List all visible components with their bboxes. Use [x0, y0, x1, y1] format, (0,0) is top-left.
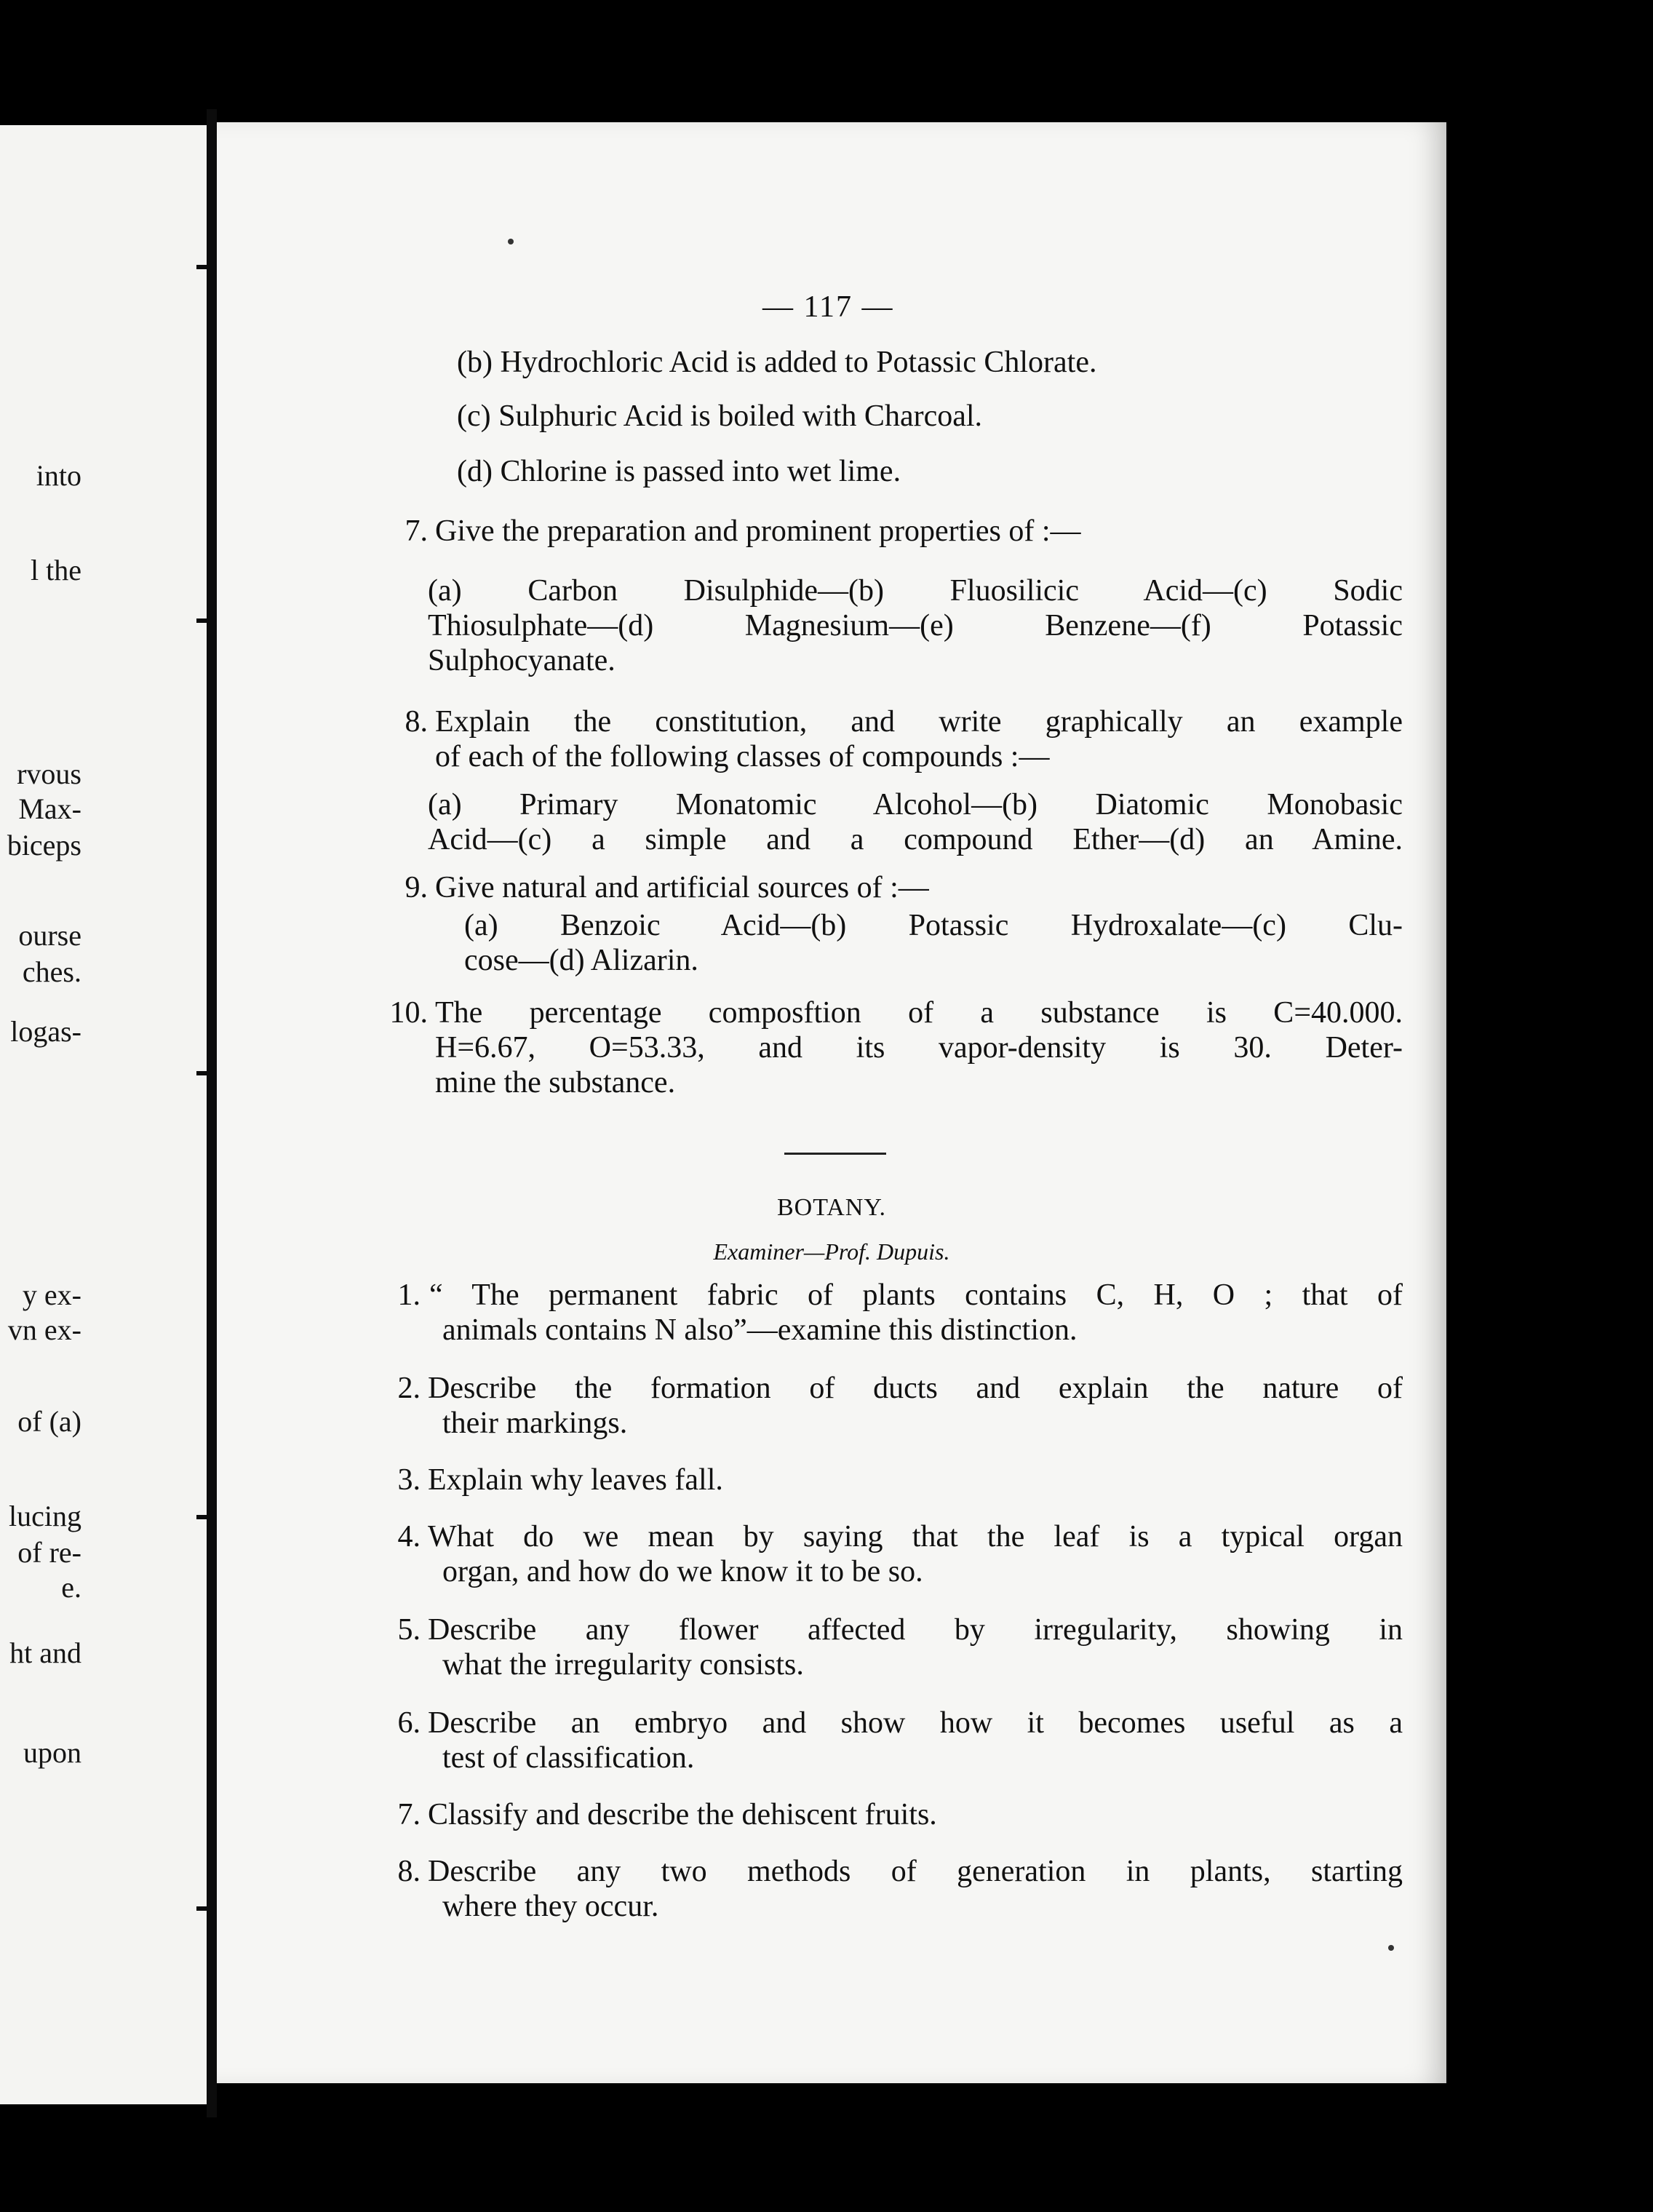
question-text: test of classification. — [442, 1741, 695, 1775]
question-text: What do we mean by saying that the leaf is a typical organ — [428, 1520, 1403, 1553]
question-text: organ, and how do we know it to be so. — [442, 1555, 923, 1588]
question-text: what the irregularity consists. — [442, 1648, 804, 1682]
question-number: 2. — [397, 1372, 421, 1405]
question-subpart: Acid—(c) a simple and a compound Ether—(d) an Amine. — [428, 823, 1403, 856]
left-fragment-line: into — [36, 459, 81, 492]
left-fragment-line: e. — [61, 1571, 81, 1604]
question-number: 1. — [397, 1278, 421, 1312]
question-subpart: (a) Benzoic Acid—(b) Potassic Hydroxalate—(c) Clu- — [464, 909, 1403, 942]
question-number: 4. — [397, 1520, 421, 1553]
question-number: 7. — [397, 1798, 421, 1831]
left-fragment-line: ht and — [9, 1636, 81, 1669]
left-fragment-line: y ex- — [22, 1278, 81, 1311]
page-number: — 117 — — [762, 290, 894, 324]
question-text: Give the preparation and prominent properties of :— — [435, 514, 1081, 548]
section-divider — [784, 1153, 886, 1155]
question-text: where they occur. — [442, 1890, 659, 1923]
question-number: 3. — [397, 1463, 421, 1497]
question-text: Explain the constitution, and write graphically an example — [435, 705, 1403, 739]
question-text: Classify and describe the dehiscent fruits. — [428, 1798, 937, 1831]
question-number: 6. — [397, 1706, 421, 1740]
question-text: Describe any flower affected by irregularity, showing in — [428, 1613, 1403, 1647]
question-text: The percentage composftion of a substance is C=40.000. — [435, 996, 1403, 1030]
question-number: 9. — [405, 871, 428, 904]
question-subpart: Thiosulphate—(d) Magnesium—(e) Benzene—(f) Potassic — [428, 609, 1403, 642]
question-subpart: (a) Carbon Disulphide—(b) Fluosilicic Acid—(c) Sodic — [428, 574, 1403, 608]
left-fragment-line: of re- — [17, 1536, 81, 1569]
left-fragment-line: upon — [23, 1736, 81, 1769]
question-text: animals contains N also”—examine this distinction. — [442, 1313, 1078, 1347]
left-fragment-line: l the — [31, 554, 81, 586]
question-number: 8. — [397, 1855, 421, 1888]
left-fragment-line: ourse — [18, 919, 81, 952]
examiner-text: Examiner—Prof. Dupuis. — [713, 1238, 950, 1265]
question-text: Explain why leaves fall. — [428, 1463, 723, 1497]
examiner-line — [217, 1234, 1446, 1269]
question-number: 10. — [389, 996, 428, 1030]
question-subpart: (d) Chlorine is passed into wet lime. — [457, 455, 901, 488]
question-text: mine the substance. — [435, 1066, 676, 1099]
question-text: their markings. — [442, 1407, 628, 1440]
section-title: BOTANY. — [776, 1194, 887, 1221]
book-spine — [207, 109, 217, 2117]
left-fragment-line: ches. — [22, 955, 81, 988]
question-number: 7. — [405, 514, 428, 548]
question-number: 8. — [405, 705, 428, 739]
left-fragment-line: lucing — [9, 1500, 81, 1532]
question-text: Describe any two methods of generation in plants, starting — [428, 1855, 1403, 1888]
question-subpart: cose—(d) Alizarin. — [464, 944, 698, 977]
question-text: H=6.67, O=53.33, and its vapor-density is 30. Deter- — [435, 1031, 1403, 1065]
left-fragment-line: logas- — [10, 1015, 81, 1048]
left-page-fragment — [0, 125, 212, 2104]
question-text: of each of the following classes of compounds :— — [435, 740, 1050, 773]
book-page — [217, 122, 1446, 2083]
question-text: Describe an embryo and show how it becomes useful as a — [428, 1706, 1403, 1740]
question-number: 5. — [397, 1613, 421, 1647]
question-subpart: (b) Hydrochloric Acid is added to Potassic Chlorate. — [457, 346, 1097, 379]
question-text: “ The permanent fabric of plants contains C, H, O ; that of — [429, 1278, 1403, 1312]
question-subpart: (a) Primary Monatomic Alcohol—(b) Diatomic Monobasic — [428, 788, 1403, 821]
left-fragment-line: biceps — [7, 829, 81, 862]
question-text: Give natural and artificial sources of :— — [435, 871, 929, 904]
question-subpart: Sulphocyanate. — [428, 644, 616, 677]
left-fragment-line: of (a) — [17, 1405, 81, 1438]
left-fragment-line: rvous — [17, 757, 81, 790]
question-text: Describe the formation of ducts and explain the nature of — [428, 1372, 1403, 1405]
left-fragment-line: Max- — [18, 792, 81, 825]
question-subpart: (c) Sulphuric Acid is boiled with Charcoal. — [457, 399, 983, 433]
page-text — [217, 122, 1446, 2083]
left-fragment-line: vn ex- — [7, 1313, 81, 1346]
